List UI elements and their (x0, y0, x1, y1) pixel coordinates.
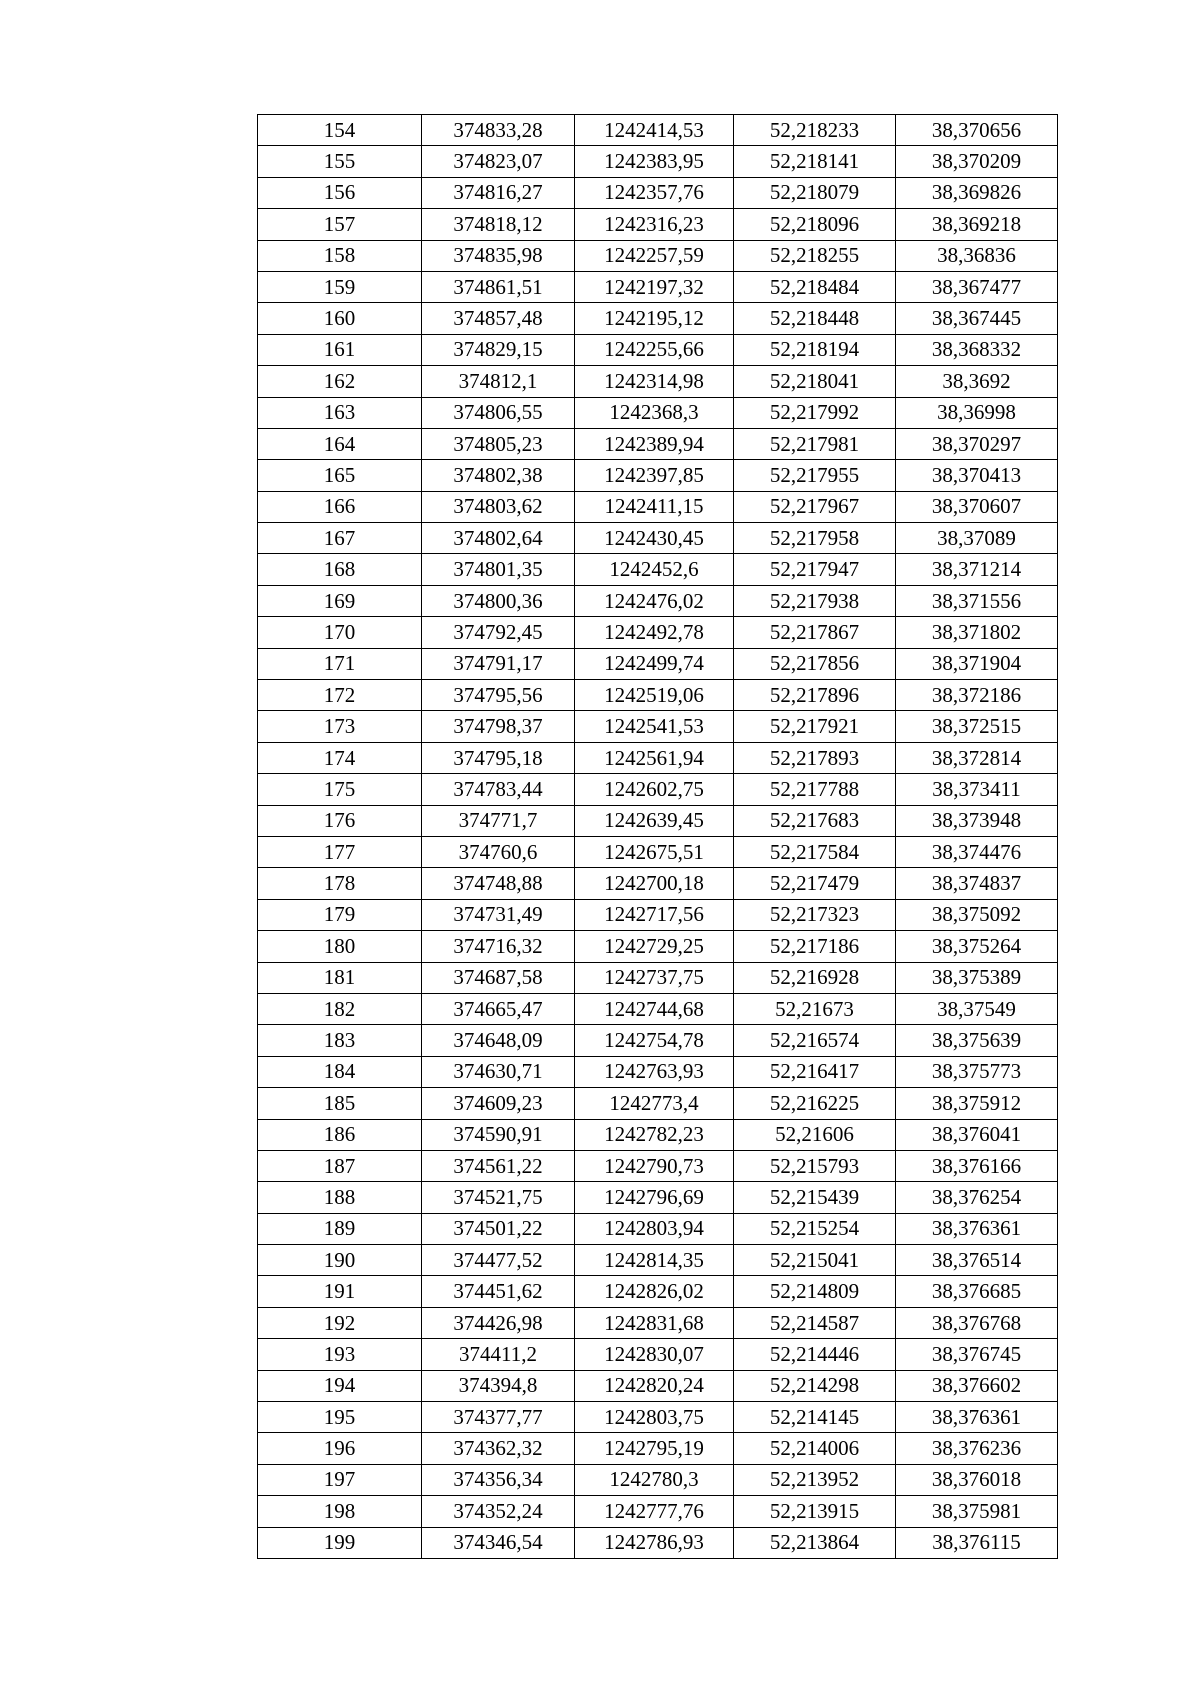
x-coordinate-cell: 374451,62 (422, 1276, 575, 1307)
longitude-cell: 38,370209 (896, 146, 1058, 177)
latitude-cell: 52,216225 (734, 1088, 896, 1119)
latitude-cell: 52,214587 (734, 1307, 896, 1338)
point-number-cell: 160 (258, 303, 422, 334)
longitude-cell: 38,375981 (896, 1496, 1058, 1527)
x-coordinate-cell: 374609,23 (422, 1088, 575, 1119)
y-coordinate-cell: 1242314,98 (575, 366, 734, 397)
point-number-cell: 190 (258, 1245, 422, 1276)
y-coordinate-cell: 1242826,02 (575, 1276, 734, 1307)
longitude-cell: 38,372515 (896, 711, 1058, 742)
point-number-cell: 165 (258, 460, 422, 491)
y-coordinate-cell: 1242780,3 (575, 1464, 734, 1495)
y-coordinate-cell: 1242803,94 (575, 1213, 734, 1244)
point-number-cell: 189 (258, 1213, 422, 1244)
point-number-cell: 172 (258, 680, 422, 711)
point-number-cell: 170 (258, 617, 422, 648)
y-coordinate-cell: 1242729,25 (575, 931, 734, 962)
y-coordinate-cell: 1242316,23 (575, 209, 734, 240)
table-row (258, 680, 1058, 711)
x-coordinate-cell: 374590,91 (422, 1119, 575, 1150)
table-row (258, 209, 1058, 240)
point-number-cell: 184 (258, 1056, 422, 1087)
point-number-cell: 154 (258, 115, 422, 146)
table-row (258, 1025, 1058, 1056)
x-coordinate-cell: 374716,32 (422, 931, 575, 962)
longitude-cell: 38,376361 (896, 1402, 1058, 1433)
point-number-cell: 195 (258, 1402, 422, 1433)
x-coordinate-cell: 374795,18 (422, 742, 575, 773)
latitude-cell: 52,217893 (734, 742, 896, 773)
y-coordinate-cell: 1242492,78 (575, 617, 734, 648)
y-coordinate-cell: 1242430,45 (575, 523, 734, 554)
point-number-cell: 155 (258, 146, 422, 177)
longitude-cell: 38,371904 (896, 648, 1058, 679)
longitude-cell: 38,375639 (896, 1025, 1058, 1056)
latitude-cell: 52,218484 (734, 271, 896, 302)
table-row (258, 931, 1058, 962)
table-row (258, 554, 1058, 585)
point-number-cell: 196 (258, 1433, 422, 1464)
point-number-cell: 185 (258, 1088, 422, 1119)
point-number-cell: 166 (258, 491, 422, 522)
table-row (258, 460, 1058, 491)
latitude-cell: 52,215254 (734, 1213, 896, 1244)
longitude-cell: 38,376602 (896, 1370, 1058, 1401)
x-coordinate-cell: 374687,58 (422, 962, 575, 993)
x-coordinate-cell: 374802,38 (422, 460, 575, 491)
longitude-cell: 38,370656 (896, 115, 1058, 146)
table-row (258, 1150, 1058, 1181)
x-coordinate-cell: 374795,56 (422, 680, 575, 711)
point-number-cell: 173 (258, 711, 422, 742)
longitude-cell: 38,374476 (896, 836, 1058, 867)
point-number-cell: 181 (258, 962, 422, 993)
latitude-cell: 52,217186 (734, 931, 896, 962)
x-coordinate-cell: 374731,49 (422, 899, 575, 930)
longitude-cell: 38,37549 (896, 993, 1058, 1024)
x-coordinate-cell: 374760,6 (422, 836, 575, 867)
longitude-cell: 38,36836 (896, 240, 1058, 271)
table-row (258, 1496, 1058, 1527)
latitude-cell: 52,218194 (734, 334, 896, 365)
table-row (258, 1464, 1058, 1495)
longitude-cell: 38,376768 (896, 1307, 1058, 1338)
coordinates-table-body (258, 115, 1058, 1559)
latitude-cell: 52,216928 (734, 962, 896, 993)
y-coordinate-cell: 1242452,6 (575, 554, 734, 585)
x-coordinate-cell: 374648,09 (422, 1025, 575, 1056)
y-coordinate-cell: 1242357,76 (575, 177, 734, 208)
x-coordinate-cell: 374748,88 (422, 868, 575, 899)
latitude-cell: 52,217788 (734, 774, 896, 805)
y-coordinate-cell: 1242790,73 (575, 1150, 734, 1181)
longitude-cell: 38,376236 (896, 1433, 1058, 1464)
point-number-cell: 175 (258, 774, 422, 805)
latitude-cell: 52,218096 (734, 209, 896, 240)
table-row (258, 962, 1058, 993)
table-row (258, 836, 1058, 867)
table-row (258, 899, 1058, 930)
latitude-cell: 52,215793 (734, 1150, 896, 1181)
y-coordinate-cell: 1242830,07 (575, 1339, 734, 1370)
table-row (258, 428, 1058, 459)
latitude-cell: 52,217958 (734, 523, 896, 554)
latitude-cell: 52,218233 (734, 115, 896, 146)
table-row (258, 993, 1058, 1024)
longitude-cell: 38,375092 (896, 899, 1058, 930)
coordinates-table (257, 114, 1058, 1559)
point-number-cell: 182 (258, 993, 422, 1024)
x-coordinate-cell: 374800,36 (422, 585, 575, 616)
y-coordinate-cell: 1242197,32 (575, 271, 734, 302)
x-coordinate-cell: 374426,98 (422, 1307, 575, 1338)
longitude-cell: 38,369218 (896, 209, 1058, 240)
latitude-cell: 52,218255 (734, 240, 896, 271)
longitude-cell: 38,375264 (896, 931, 1058, 962)
table-row (258, 1307, 1058, 1338)
table-row (258, 1213, 1058, 1244)
point-number-cell: 168 (258, 554, 422, 585)
x-coordinate-cell: 374818,12 (422, 209, 575, 240)
y-coordinate-cell: 1242831,68 (575, 1307, 734, 1338)
y-coordinate-cell: 1242414,53 (575, 115, 734, 146)
x-coordinate-cell: 374792,45 (422, 617, 575, 648)
y-coordinate-cell: 1242561,94 (575, 742, 734, 773)
table-row (258, 1370, 1058, 1401)
point-number-cell: 177 (258, 836, 422, 867)
longitude-cell: 38,371556 (896, 585, 1058, 616)
y-coordinate-cell: 1242717,56 (575, 899, 734, 930)
latitude-cell: 52,218041 (734, 366, 896, 397)
y-coordinate-cell: 1242773,4 (575, 1088, 734, 1119)
y-coordinate-cell: 1242782,23 (575, 1119, 734, 1150)
latitude-cell: 52,216417 (734, 1056, 896, 1087)
y-coordinate-cell: 1242763,93 (575, 1056, 734, 1087)
table-row (258, 648, 1058, 679)
latitude-cell: 52,215439 (734, 1182, 896, 1213)
longitude-cell: 38,372186 (896, 680, 1058, 711)
point-number-cell: 199 (258, 1527, 422, 1558)
table-row (258, 1182, 1058, 1213)
point-number-cell: 174 (258, 742, 422, 773)
table-row (258, 303, 1058, 334)
y-coordinate-cell: 1242777,76 (575, 1496, 734, 1527)
latitude-cell: 52,216574 (734, 1025, 896, 1056)
point-number-cell: 191 (258, 1276, 422, 1307)
x-coordinate-cell: 374861,51 (422, 271, 575, 302)
point-number-cell: 176 (258, 805, 422, 836)
table-row (258, 491, 1058, 522)
longitude-cell: 38,376166 (896, 1150, 1058, 1181)
point-number-cell: 186 (258, 1119, 422, 1150)
y-coordinate-cell: 1242195,12 (575, 303, 734, 334)
y-coordinate-cell: 1242383,95 (575, 146, 734, 177)
latitude-cell: 52,214006 (734, 1433, 896, 1464)
longitude-cell: 38,374837 (896, 868, 1058, 899)
point-number-cell: 163 (258, 397, 422, 428)
table-row (258, 711, 1058, 742)
point-number-cell: 192 (258, 1307, 422, 1338)
point-number-cell: 157 (258, 209, 422, 240)
latitude-cell: 52,217938 (734, 585, 896, 616)
point-number-cell: 169 (258, 585, 422, 616)
latitude-cell: 52,213952 (734, 1464, 896, 1495)
x-coordinate-cell: 374803,62 (422, 491, 575, 522)
x-coordinate-cell: 374477,52 (422, 1245, 575, 1276)
longitude-cell: 38,376041 (896, 1119, 1058, 1150)
latitude-cell: 52,217683 (734, 805, 896, 836)
latitude-cell: 52,215041 (734, 1245, 896, 1276)
longitude-cell: 38,376685 (896, 1276, 1058, 1307)
y-coordinate-cell: 1242737,75 (575, 962, 734, 993)
table-row (258, 1527, 1058, 1558)
latitude-cell: 52,214298 (734, 1370, 896, 1401)
point-number-cell: 193 (258, 1339, 422, 1370)
longitude-cell: 38,373411 (896, 774, 1058, 805)
x-coordinate-cell: 374801,35 (422, 554, 575, 585)
table-row (258, 1088, 1058, 1119)
y-coordinate-cell: 1242476,02 (575, 585, 734, 616)
x-coordinate-cell: 374356,34 (422, 1464, 575, 1495)
point-number-cell: 188 (258, 1182, 422, 1213)
y-coordinate-cell: 1242754,78 (575, 1025, 734, 1056)
x-coordinate-cell: 374630,71 (422, 1056, 575, 1087)
y-coordinate-cell: 1242519,06 (575, 680, 734, 711)
y-coordinate-cell: 1242257,59 (575, 240, 734, 271)
longitude-cell: 38,369826 (896, 177, 1058, 208)
x-coordinate-cell: 374829,15 (422, 334, 575, 365)
table-row (258, 115, 1058, 146)
longitude-cell: 38,375389 (896, 962, 1058, 993)
table-row (258, 240, 1058, 271)
table-row (258, 805, 1058, 836)
latitude-cell: 52,217981 (734, 428, 896, 459)
x-coordinate-cell: 374798,37 (422, 711, 575, 742)
longitude-cell: 38,371214 (896, 554, 1058, 585)
y-coordinate-cell: 1242795,19 (575, 1433, 734, 1464)
longitude-cell: 38,36998 (896, 397, 1058, 428)
y-coordinate-cell: 1242796,69 (575, 1182, 734, 1213)
table-row (258, 397, 1058, 428)
y-coordinate-cell: 1242639,45 (575, 805, 734, 836)
x-coordinate-cell: 374816,27 (422, 177, 575, 208)
point-number-cell: 171 (258, 648, 422, 679)
x-coordinate-cell: 374806,55 (422, 397, 575, 428)
table-row (258, 617, 1058, 648)
table-row (258, 1276, 1058, 1307)
table-row (258, 334, 1058, 365)
table-row (258, 1339, 1058, 1370)
table-row (258, 1245, 1058, 1276)
table-row (258, 1402, 1058, 1433)
point-number-cell: 161 (258, 334, 422, 365)
point-number-cell: 156 (258, 177, 422, 208)
y-coordinate-cell: 1242803,75 (575, 1402, 734, 1433)
latitude-cell: 52,217856 (734, 648, 896, 679)
latitude-cell: 52,214145 (734, 1402, 896, 1433)
y-coordinate-cell: 1242397,85 (575, 460, 734, 491)
x-coordinate-cell: 374346,54 (422, 1527, 575, 1558)
y-coordinate-cell: 1242541,53 (575, 711, 734, 742)
point-number-cell: 197 (258, 1464, 422, 1495)
x-coordinate-cell: 374835,98 (422, 240, 575, 271)
latitude-cell: 52,217955 (734, 460, 896, 491)
table-row (258, 366, 1058, 397)
longitude-cell: 38,375773 (896, 1056, 1058, 1087)
longitude-cell: 38,370607 (896, 491, 1058, 522)
y-coordinate-cell: 1242411,15 (575, 491, 734, 522)
table-row (258, 774, 1058, 805)
x-coordinate-cell: 374362,32 (422, 1433, 575, 1464)
table-row (258, 177, 1058, 208)
longitude-cell: 38,370297 (896, 428, 1058, 459)
point-number-cell: 179 (258, 899, 422, 930)
y-coordinate-cell: 1242744,68 (575, 993, 734, 1024)
latitude-cell: 52,213915 (734, 1496, 896, 1527)
latitude-cell: 52,21606 (734, 1119, 896, 1150)
x-coordinate-cell: 374823,07 (422, 146, 575, 177)
longitude-cell: 38,376514 (896, 1245, 1058, 1276)
longitude-cell: 38,367477 (896, 271, 1058, 302)
x-coordinate-cell: 374501,22 (422, 1213, 575, 1244)
y-coordinate-cell: 1242368,3 (575, 397, 734, 428)
y-coordinate-cell: 1242255,66 (575, 334, 734, 365)
longitude-cell: 38,368332 (896, 334, 1058, 365)
x-coordinate-cell: 374352,24 (422, 1496, 575, 1527)
y-coordinate-cell: 1242820,24 (575, 1370, 734, 1401)
point-number-cell: 180 (258, 931, 422, 962)
latitude-cell: 52,218079 (734, 177, 896, 208)
x-coordinate-cell: 374665,47 (422, 993, 575, 1024)
point-number-cell: 162 (258, 366, 422, 397)
latitude-cell: 52,218141 (734, 146, 896, 177)
point-number-cell: 178 (258, 868, 422, 899)
point-number-cell: 159 (258, 271, 422, 302)
longitude-cell: 38,373948 (896, 805, 1058, 836)
point-number-cell: 164 (258, 428, 422, 459)
point-number-cell: 198 (258, 1496, 422, 1527)
latitude-cell: 52,213864 (734, 1527, 896, 1558)
table-row (258, 1056, 1058, 1087)
x-coordinate-cell: 374377,77 (422, 1402, 575, 1433)
y-coordinate-cell: 1242700,18 (575, 868, 734, 899)
x-coordinate-cell: 374802,64 (422, 523, 575, 554)
latitude-cell: 52,217992 (734, 397, 896, 428)
point-number-cell: 158 (258, 240, 422, 271)
y-coordinate-cell: 1242814,35 (575, 1245, 734, 1276)
point-number-cell: 183 (258, 1025, 422, 1056)
latitude-cell: 52,217967 (734, 491, 896, 522)
latitude-cell: 52,217896 (734, 680, 896, 711)
latitude-cell: 52,21673 (734, 993, 896, 1024)
longitude-cell: 38,371802 (896, 617, 1058, 648)
x-coordinate-cell: 374561,22 (422, 1150, 575, 1181)
table-row (258, 271, 1058, 302)
longitude-cell: 38,372814 (896, 742, 1058, 773)
latitude-cell: 52,214446 (734, 1339, 896, 1370)
latitude-cell: 52,217947 (734, 554, 896, 585)
x-coordinate-cell: 374833,28 (422, 115, 575, 146)
point-number-cell: 167 (258, 523, 422, 554)
table-row (258, 523, 1058, 554)
longitude-cell: 38,376115 (896, 1527, 1058, 1558)
x-coordinate-cell: 374411,2 (422, 1339, 575, 1370)
latitude-cell: 52,217867 (734, 617, 896, 648)
table-row (258, 868, 1058, 899)
y-coordinate-cell: 1242389,94 (575, 428, 734, 459)
x-coordinate-cell: 374812,1 (422, 366, 575, 397)
table-row (258, 742, 1058, 773)
latitude-cell: 52,217584 (734, 836, 896, 867)
latitude-cell: 52,218448 (734, 303, 896, 334)
longitude-cell: 38,367445 (896, 303, 1058, 334)
y-coordinate-cell: 1242675,51 (575, 836, 734, 867)
longitude-cell: 38,3692 (896, 366, 1058, 397)
longitude-cell: 38,376018 (896, 1464, 1058, 1495)
x-coordinate-cell: 374857,48 (422, 303, 575, 334)
x-coordinate-cell: 374521,75 (422, 1182, 575, 1213)
table-row (258, 1433, 1058, 1464)
point-number-cell: 187 (258, 1150, 422, 1181)
latitude-cell: 52,217479 (734, 868, 896, 899)
table-row (258, 146, 1058, 177)
x-coordinate-cell: 374805,23 (422, 428, 575, 459)
latitude-cell: 52,217921 (734, 711, 896, 742)
y-coordinate-cell: 1242786,93 (575, 1527, 734, 1558)
longitude-cell: 38,37089 (896, 523, 1058, 554)
table-row (258, 585, 1058, 616)
latitude-cell: 52,214809 (734, 1276, 896, 1307)
longitude-cell: 38,376745 (896, 1339, 1058, 1370)
x-coordinate-cell: 374783,44 (422, 774, 575, 805)
longitude-cell: 38,375912 (896, 1088, 1058, 1119)
longitude-cell: 38,376254 (896, 1182, 1058, 1213)
y-coordinate-cell: 1242602,75 (575, 774, 734, 805)
point-number-cell: 194 (258, 1370, 422, 1401)
latitude-cell: 52,217323 (734, 899, 896, 930)
y-coordinate-cell: 1242499,74 (575, 648, 734, 679)
longitude-cell: 38,370413 (896, 460, 1058, 491)
x-coordinate-cell: 374791,17 (422, 648, 575, 679)
x-coordinate-cell: 374771,7 (422, 805, 575, 836)
longitude-cell: 38,376361 (896, 1213, 1058, 1244)
x-coordinate-cell: 374394,8 (422, 1370, 575, 1401)
table-row (258, 1119, 1058, 1150)
